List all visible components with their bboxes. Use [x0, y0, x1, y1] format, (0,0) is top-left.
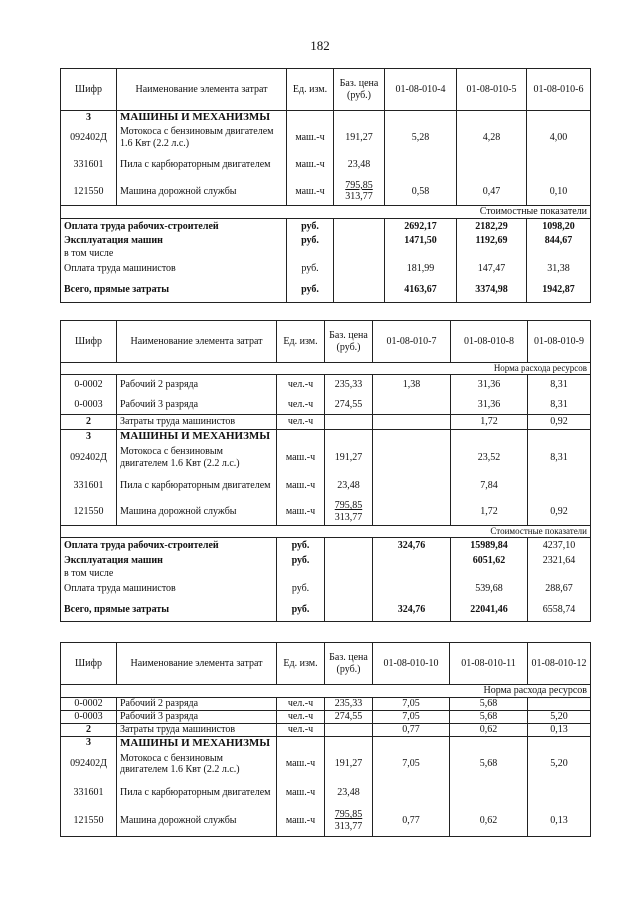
table-row: [61, 538, 591, 554]
cell-value: 0,10: [527, 178, 591, 206]
header-code: 01-08-010-9: [528, 321, 591, 363]
cost-name: Оплата труда рабочих-строителей: [61, 538, 277, 554]
header-cipher: Шифр: [61, 643, 117, 685]
table-row: [61, 710, 591, 723]
norm-label: Норма расхода ресурсов: [61, 685, 591, 698]
table-row: [61, 499, 591, 526]
table-row: [61, 178, 591, 206]
cell-value: 22041,46: [451, 598, 528, 622]
price-bottom: 313,77: [334, 511, 363, 523]
header-name: Наименование элемента затрат: [117, 321, 277, 363]
cell-shifr: 331601: [61, 152, 117, 178]
header-unit: Ед. изм.: [287, 69, 334, 111]
header-unit: Ед. изм.: [277, 321, 325, 363]
header-code: 01-08-010-7: [373, 321, 451, 363]
cost-name: в том числе: [61, 248, 287, 260]
price-top: 795,85: [345, 179, 373, 191]
cell-name: МАШИНЫ И МЕХАНИЗМЫ: [117, 430, 277, 443]
cell-value: 31,38: [527, 260, 591, 278]
cell-value: 4,00: [527, 124, 591, 152]
table-row: [61, 473, 591, 499]
cost-unit: руб.: [277, 554, 325, 568]
cell-name: Пила с карбюраторным двигателем: [117, 473, 277, 499]
price-bottom: 313,77: [345, 191, 373, 203]
table-1: [60, 68, 591, 303]
cost-name: Оплата труда рабочих-строителей: [61, 218, 287, 234]
cell-shifr: 092402Д: [61, 443, 117, 473]
section-row: [61, 685, 591, 698]
cell-value: [373, 443, 451, 473]
table-row: [61, 278, 591, 302]
cell-value: 324,76: [373, 538, 451, 554]
cost-name: Оплата труда машинистов: [61, 580, 277, 598]
cell-value: 844,67: [527, 234, 591, 248]
cell-value: 1,38: [373, 375, 451, 395]
header-cipher: Шифр: [61, 69, 117, 111]
cell-unit: маш.-ч: [277, 779, 325, 806]
cell-value: 0,13: [528, 723, 591, 736]
cell-name: МАШИНЫ И МЕХАНИЗМЫ: [117, 111, 287, 124]
header-code: 01-08-010-12: [528, 643, 591, 685]
cost-unit: руб.: [277, 538, 325, 554]
cell-value: 0,13: [528, 806, 591, 836]
cell-name: Мотокоса с бензиновым двигателем 1.6 Квт (2.2 л.с.): [117, 443, 277, 473]
header-name: Наименование элемента затрат: [117, 69, 287, 111]
cell-value: 147,47: [457, 260, 527, 278]
cell-value: 8,31: [528, 395, 591, 415]
table-row: [61, 415, 591, 430]
cell-shifr: 3: [61, 111, 117, 124]
cell-value: [528, 473, 591, 499]
table-2: [60, 320, 591, 622]
price-bottom: 313,77: [334, 820, 363, 832]
cell-name: Мотокоса с бензиновым двигателем 1.6 Квт (2.2 л.с.): [117, 124, 287, 152]
table-row: [61, 749, 591, 779]
cell-shifr: 0-0003: [61, 710, 117, 723]
cell-value: 5,20: [528, 749, 591, 779]
cell-name: Машина дорожной службы: [117, 499, 277, 526]
cell-unit: маш.-ч: [277, 443, 325, 473]
table-row: [61, 736, 591, 749]
cell-name: Рабочий 2 разряда: [117, 697, 277, 710]
table-row: [61, 779, 591, 806]
cell-value: [373, 473, 451, 499]
cell-value: 31,36: [451, 395, 528, 415]
section-row: [61, 206, 591, 219]
cell-name: Машина дорожной службы: [117, 178, 287, 206]
section-label: Стоимостные показатели: [61, 526, 591, 538]
cell-name: Рабочий 3 разряда: [117, 395, 277, 415]
section-row: [61, 363, 591, 375]
table-row: [61, 124, 591, 152]
cell-value: 288,67: [528, 580, 591, 598]
cell-value: 181,99: [385, 260, 457, 278]
cell-value: 0,62: [450, 806, 528, 836]
cell-price: [325, 723, 373, 736]
cost-name: в том числе: [61, 568, 277, 580]
cell-value: 0,92: [528, 499, 591, 526]
cell-value: 324,76: [373, 598, 451, 622]
cost-name: Эксплуатация машин: [61, 554, 277, 568]
table-row: [61, 598, 591, 622]
header-code: 01-08-010-4: [385, 69, 457, 111]
cell-value: 6558,74: [528, 598, 591, 622]
cell-value: 4163,67: [385, 278, 457, 302]
header-unit: Ед. изм.: [277, 643, 325, 685]
cell-value: [373, 779, 450, 806]
cell-value: 1471,50: [385, 234, 457, 248]
table-row: [61, 260, 591, 278]
table-row: [61, 806, 591, 836]
cell-name: Пила с карбюраторным двигателем: [117, 779, 277, 806]
header-code: 01-08-010-8: [451, 321, 528, 363]
cell-value: 7,05: [373, 710, 450, 723]
cell-price: [334, 178, 385, 206]
cost-name: Эксплуатация машин: [61, 234, 287, 248]
cell-unit: маш.-ч: [287, 152, 334, 178]
cell-shifr: 092402Д: [61, 749, 117, 779]
table-row: [61, 395, 591, 415]
header-cipher: Шифр: [61, 321, 117, 363]
cell-shifr: 121550: [61, 499, 117, 526]
section-label: Стоимостные показатели: [61, 206, 591, 219]
cell-price: 191,27: [325, 749, 373, 779]
price-top: 795,85: [334, 809, 363, 821]
cell-name: Рабочий 3 разряда: [117, 710, 277, 723]
cell-price: 23,48: [325, 779, 373, 806]
table-row: [61, 723, 591, 736]
cell-value: 5,68: [450, 749, 528, 779]
cell-value: 5,20: [528, 710, 591, 723]
cell-name: МАШИНЫ И МЕХАНИЗМЫ: [117, 736, 277, 749]
table-3: [60, 642, 591, 837]
table-row: [61, 430, 591, 443]
cell-unit: маш.-ч: [277, 806, 325, 836]
page-number: 182: [310, 38, 330, 53]
cell-value: 5,68: [450, 710, 528, 723]
cell-value: 1192,69: [457, 234, 527, 248]
header-name: Наименование элемента затрат: [117, 643, 277, 685]
cell-value: 0,77: [373, 723, 450, 736]
cell-value: 1098,20: [527, 218, 591, 234]
norm-label: Норма расхода ресурсов: [61, 363, 591, 375]
table-row: [61, 568, 591, 580]
cell-name: Пила с карбюраторным двигателем: [117, 152, 287, 178]
table-row: [61, 443, 591, 473]
cell-name: Мотокоса с бензиновым двигателем 1.6 Квт (2.2 л.с.): [117, 749, 277, 779]
cell-value: 1,72: [451, 499, 528, 526]
cell-unit: чел.-ч: [277, 697, 325, 710]
cost-unit: руб.: [287, 218, 334, 234]
cell-price: [325, 806, 373, 836]
table-row: [61, 554, 591, 568]
cell-value: 7,84: [451, 473, 528, 499]
cell-value: 0,62: [450, 723, 528, 736]
cell-shifr: 331601: [61, 473, 117, 499]
table-row: [61, 152, 591, 178]
cell-value: 1942,87: [527, 278, 591, 302]
header-code: 01-08-010-10: [373, 643, 450, 685]
table-row: [61, 248, 591, 260]
cell-unit: чел.-ч: [277, 710, 325, 723]
header-price: Баз. цена (руб.): [334, 69, 385, 111]
cost-name: Всего, прямые затраты: [61, 598, 277, 622]
header-code: 01-08-010-5: [457, 69, 527, 111]
cost-unit: руб.: [287, 260, 334, 278]
cell-price: 191,27: [334, 124, 385, 152]
cell-shifr: 0-0002: [61, 375, 117, 395]
cell-shifr: 092402Д: [61, 124, 117, 152]
cell-shifr: 3: [61, 430, 117, 443]
cell-value: 23,52: [451, 443, 528, 473]
cell-shifr: 121550: [61, 806, 117, 836]
table-row: [61, 111, 591, 124]
cell-unit: чел.-ч: [277, 375, 325, 395]
cell-unit: маш.-ч: [287, 178, 334, 206]
cell-value: 0,47: [457, 178, 527, 206]
cell-price: 274,55: [325, 395, 373, 415]
cell-shifr: 121550: [61, 178, 117, 206]
cell-value: [373, 415, 451, 430]
cell-price: 23,48: [334, 152, 385, 178]
cell-name: Затраты труда машинистов: [117, 415, 277, 430]
cell-shifr: 2: [61, 415, 117, 430]
cell-value: 2321,64: [528, 554, 591, 568]
cost-unit: руб.: [277, 580, 325, 598]
cell-value: 6051,62: [451, 554, 528, 568]
header-code: 01-08-010-11: [450, 643, 528, 685]
cell-value: 8,31: [528, 443, 591, 473]
cell-value: 7,05: [373, 749, 450, 779]
cell-value: 7,05: [373, 697, 450, 710]
cell-unit: маш.-ч: [277, 473, 325, 499]
header-price: Баз. цена (руб.): [325, 643, 373, 685]
cost-unit: руб.: [287, 278, 334, 302]
cell-price: 23,48: [325, 473, 373, 499]
cell-value: [373, 395, 451, 415]
cell-value: 2692,17: [385, 218, 457, 234]
price-top: 795,85: [334, 500, 363, 512]
cell-value: 4237,10: [528, 538, 591, 554]
table-row: [61, 697, 591, 710]
cell-shifr: 331601: [61, 779, 117, 806]
cost-unit: руб.: [277, 598, 325, 622]
cell-value: 31,36: [451, 375, 528, 395]
table-row: [61, 580, 591, 598]
cell-value: 1,72: [451, 415, 528, 430]
cell-value: 0,92: [528, 415, 591, 430]
cell-value: 5,28: [385, 124, 457, 152]
cell-value: 8,31: [528, 375, 591, 395]
cell-value: [528, 779, 591, 806]
cell-value: [373, 554, 451, 568]
cell-name: Затраты труда машинистов: [117, 723, 277, 736]
cost-name: Всего, прямые затраты: [61, 278, 287, 302]
table-row: [61, 375, 591, 395]
cell-value: 15989,84: [451, 538, 528, 554]
header-code: 01-08-010-6: [527, 69, 591, 111]
cell-value: [373, 499, 451, 526]
cell-value: 4,28: [457, 124, 527, 152]
cell-unit: чел.-ч: [277, 723, 325, 736]
cost-name: Оплата труда машинистов: [61, 260, 287, 278]
cell-price: [325, 415, 373, 430]
cell-value: [450, 779, 528, 806]
cell-shifr: 0-0003: [61, 395, 117, 415]
cell-unit: маш.-ч: [287, 124, 334, 152]
cell-shifr: 3: [61, 736, 117, 749]
cell-value: 5,68: [450, 697, 528, 710]
cell-shifr: 0-0002: [61, 697, 117, 710]
cell-unit: чел.-ч: [277, 415, 325, 430]
header-price: Баз. цена (руб.): [325, 321, 373, 363]
cell-price: [325, 499, 373, 526]
section-row: [61, 526, 591, 538]
cell-shifr: 2: [61, 723, 117, 736]
cell-name: Рабочий 2 разряда: [117, 375, 277, 395]
cell-value: [528, 697, 591, 710]
cell-unit: чел.-ч: [277, 395, 325, 415]
cell-price: 235,33: [325, 375, 373, 395]
cell-value: 2182,29: [457, 218, 527, 234]
cell-price: 274,55: [325, 710, 373, 723]
cell-value: 0,58: [385, 178, 457, 206]
cell-value: 3374,98: [457, 278, 527, 302]
cell-unit: маш.-ч: [277, 749, 325, 779]
cell-price: 191,27: [325, 443, 373, 473]
table-row: [61, 218, 591, 234]
cell-unit: маш.-ч: [277, 499, 325, 526]
cost-unit: руб.: [287, 234, 334, 248]
cell-name: Машина дорожной службы: [117, 806, 277, 836]
table-row: [61, 234, 591, 248]
cell-value: 0,77: [373, 806, 450, 836]
cell-price: 235,33: [325, 697, 373, 710]
cell-value: [373, 580, 451, 598]
cell-value: 539,68: [451, 580, 528, 598]
